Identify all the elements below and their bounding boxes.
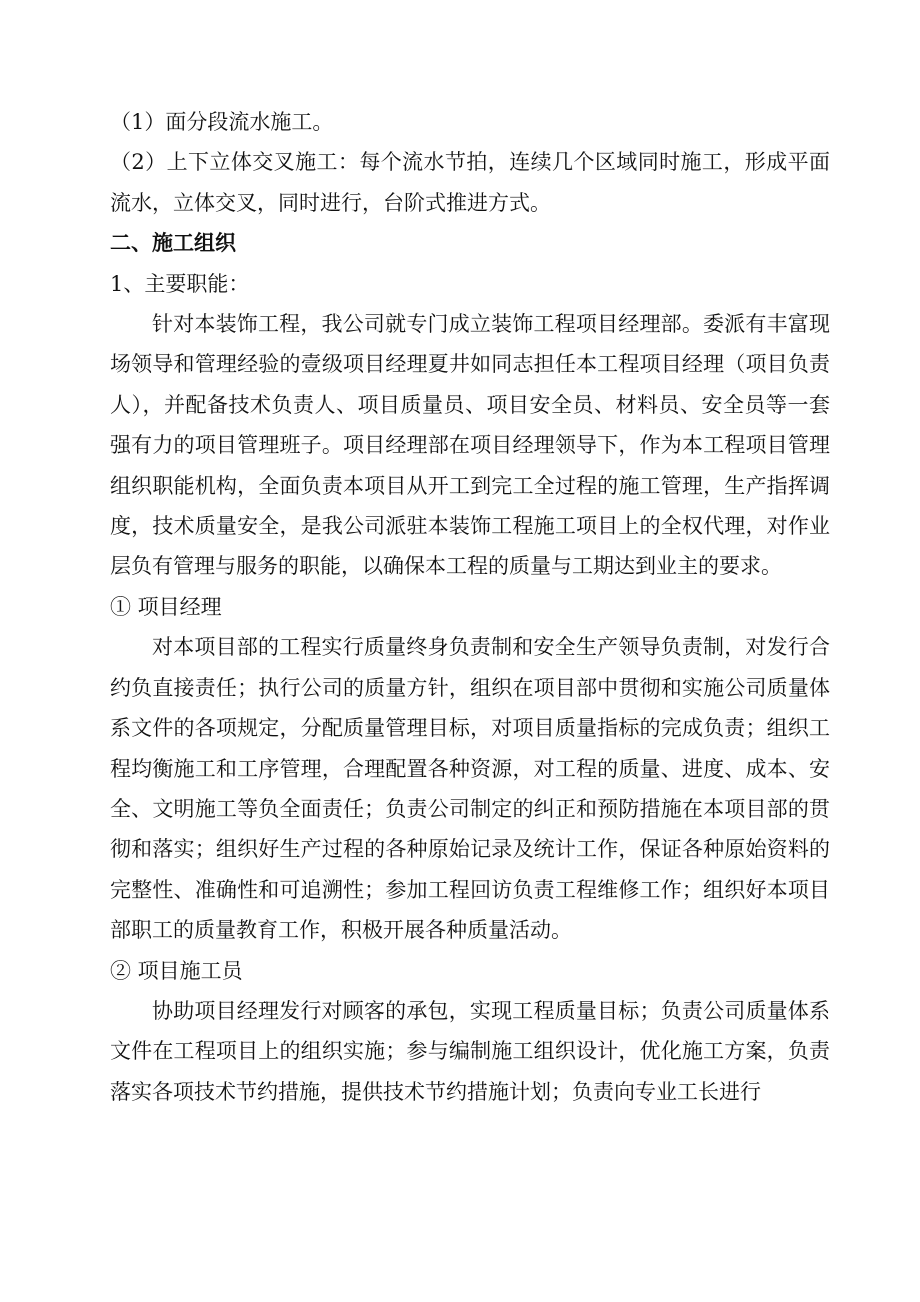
paragraph-project-department: 针对本装饰工程，我公司就专门成立装饰工程项目经理部。委派有丰富现场领导和管理经验的壹级项目经理夏井如同志担任本工程项目经理（项目负责人），并配备技术负责人、项目质量员、项目安全员、材料员、安全员等一套强有力的项目管理班子。项目经理部在项目经理领导下，作为本工程项目管理组织职能机构，全面负责本项目从开工到完工全过程的施工管理，生产指挥调度，技术质量安全，是我公司派驻本装饰工程施工项目上的全权代理，对作业层负有管理与服务的职能，以确保本工程的质量与工期达到业主的要求。: [110, 312, 830, 579]
item-heading-site-engineer: ② 项目施工员: [110, 958, 243, 983]
paragraph-site-engineer-duties: 协助项目经理发行对顾客的承包，实现工程质量目标；负责公司质量体系文件在工程项目上的组织实施；参与编制施工组织设计，优化施工方案，负责落实各项技术节约措施，提供技术节约措施计划；负责向专业工长进行: [110, 998, 830, 1104]
paragraph-cross-construction: （2）上下立体交叉施工：每个流水节拍，连续几个区域同时施工，形成平面流水，立体交叉，同时进行，台阶式推进方式。: [110, 150, 830, 215]
document-page: [110, 102, 830, 1112]
paragraph-flow-segment: （1）面分段流水施工。: [110, 110, 334, 134]
section-heading-construction-organization: 二、施工组织: [110, 231, 236, 256]
item-heading-project-manager: ① 项目经理: [110, 594, 222, 619]
subsection-heading-main-functions: 1、主要职能：: [110, 271, 250, 296]
paragraph-project-manager-duties: 对本项目部的工程实行质量终身负责制和安全生产领导负责制，对发行合约负直接责任；执行公司的质量方针，组织在项目部中贯彻和实施公司质量体系文件的各项规定，分配质量管理目标，对项目质量指标的完成负责；组织工程均衡施工和工序管理，合理配置各种资源，对工程的质量、进度、成本、安全、文明施工等负全面责任；负责公司制定的纠正和预防措施在本项目部的贯彻和落实；组织好生产过程的各种原始记录及统计工作，保证各种原始资料的完整性、准确性和可追溯性；参加工程回访负责工程维修工作；组织好本项目部职工的质量教育工作，积极开展各种质量活动。: [110, 635, 830, 943]
